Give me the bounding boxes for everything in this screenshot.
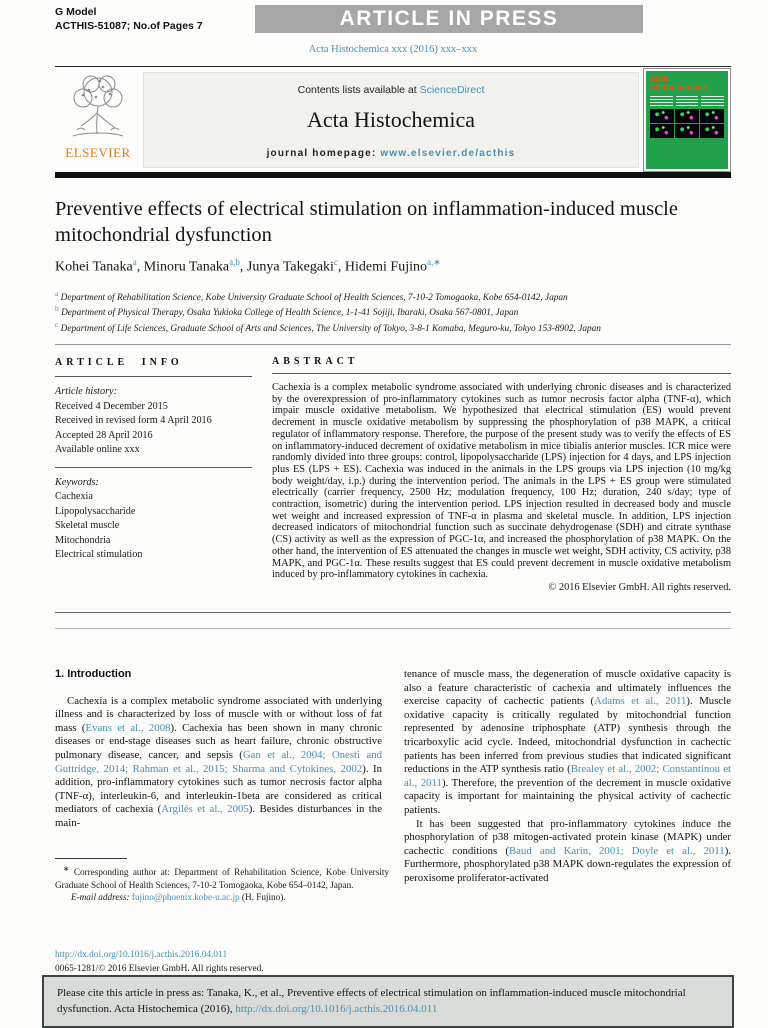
abstract-copyright: © 2016 Elsevier GmbH. All rights reserved.: [548, 581, 731, 593]
body-columns: [55, 668, 731, 886]
citation-notice-text: Please cite this article in press as: Tanaka, K., et al., Preventive effects of electrical stimulation on inflammation-induced muscle mitochondrial dysfunction. Acta Histochemica (2016),: [57, 987, 686, 1016]
affiliation-list: [55, 289, 725, 335]
journal-masthead-box: [143, 72, 639, 168]
affiliation: [55, 289, 725, 304]
author-superscript[interactable]: c: [333, 257, 338, 267]
keywords-block: [55, 476, 252, 563]
citation-doi-link[interactable]: http://dx.doi.org/10.1016/j.acthis.2016.04.011: [235, 1003, 438, 1016]
citation-link[interactable]: Argilés et al., 2005: [161, 803, 249, 816]
homepage-link[interactable]: www.elsevier.de/acthis: [380, 148, 516, 159]
history-item: Received 4 December 2015: [55, 400, 168, 412]
abstract-text: Cachexia is a complex metabolic syndrome associated with underlying chronic diseases and is characterized by the overexpression of pro-inflammatory cytokines such as tumor necrosis factor alpha (TNF-α), which impair muscle oxidative metabolism. We hypothesized that electrical stimulation (ES) would prevent decrement in muscle oxidative metabolism by suppressing the phosphorylation of p38 MAPK, a critical regulator of inflammatory response. Therefore, the purpose of the present study was to verify the effects of ES on inflammatory-induced decrement of oxidative metabolism in mice tibialis anterior muscles. ICR mice were randomly divided into three groups: control, lipopolysaccharide (LPS) injection for 4 days, and LPS injection plus ES (LPS + ES). Cachexia was induced in the animals in the LPS groups via LPS injection (10 mg/kg body weight/day, i.p.) during the intervention period. The animals in the LPS + ES group were stimulated electrically (carrier frequency, 2500 Hz; modulation frequency, 100 Hz; duration, 240 s/day; type of contraction, isometric) during the intervention period. LPS injection resulted in decreased body and muscle wet weight and increased expression of TNF-α in plasma and skeletal muscle. In addition, LPS injection decreased indicators of mitochondrial function such as succinate dehydrogenase (SDH) and citrate synthase (CS) activity as well as the expression of PGC-1α, and increased the phosphorylation of p38 MAPK. On the other hand, the intervention of ES attenuated the changes in muscle wet weight, SDH activity, CS activity, p38 MAPK, and PGC-1α. These results suggest that ES could prevent decrement in muscle oxidative metabolism induced by pro-inflammatory cytokines in cachexia.: [272, 382, 731, 581]
paragraph-text: ). Muscle oxidative capacity is critically regulated by mitochondrial function represented by adenosine triphosphate (ATP) synthesis through the tricarboxylic acid cycle. Indeed, mitochondrial dysfunction in cachectic patients has been inferred from previous studies that indicated significant reductions in the ATP synthesis ratio (: [404, 695, 731, 776]
author-superscript[interactable]: a,∗: [426, 257, 441, 267]
cover-microscopy-grid: [650, 109, 724, 138]
citation-notice-box: [42, 975, 734, 1028]
journal-name: Acta Histochemica: [307, 107, 475, 132]
history-label: Article history:: [55, 386, 117, 398]
author-name: Hidemi Fujino: [344, 259, 427, 275]
keyword-item: Cachexia: [55, 491, 93, 503]
author-name: Kohei Tanaka: [55, 259, 133, 275]
homepage-line: [144, 148, 638, 159]
affiliation-superscript: a: [55, 289, 59, 298]
keyword-item: Lipopolysaccharide: [55, 505, 136, 517]
history-item: Accepted 28 April 2016: [55, 429, 153, 441]
info-abstract-section: [55, 356, 731, 593]
author-separator: ,: [239, 259, 247, 275]
footnote-text: Corresponding author at: Department of Rehabilitation Science, Kobe University Graduate School of Health Sciences, 7-10-2 Tomogaoka, Kobe 654–0142, Japan.: [55, 867, 389, 890]
citation-link[interactable]: Adams et al., 2011: [594, 695, 687, 708]
abstract-heading: ABSTRACT: [272, 356, 731, 374]
keyword-item: Skeletal muscle: [55, 520, 120, 532]
journal-citation-line: Acta Histochemica xxx (2016) xxx–xxx: [308, 44, 478, 55]
email-label: E-mail address:: [71, 892, 130, 903]
author-list: [55, 257, 715, 276]
issn-line: 0065-1281/© 2016 Elsevier GmbH. All rights reserved.: [55, 964, 264, 975]
author-superscript[interactable]: a: [132, 257, 137, 267]
article-in-press-banner: ARTICLE IN PRESS: [255, 5, 643, 33]
author-superscript[interactable]: a,b: [229, 257, 240, 267]
elsevier-wordmark: ELSEVIER: [65, 145, 131, 160]
manuscript-id: ACTHIS-51087; No.of Pages 7: [55, 19, 203, 32]
affiliation-text: Department of Life Sciences, Graduate School of Arts and Sciences, The University of Tokyo, 3-8-1 Komaba, Meguro-ku, Tokyo 153-8902, Japan: [60, 323, 601, 334]
affiliation-text: Department of Rehabilitation Science, Kobe University Graduate School of Health Sciences, 7-10-2 Tomogaoka, Kobe 654-0142, Japan: [60, 293, 568, 304]
keyword-item: Electrical stimulation: [55, 549, 143, 561]
footer-doi-block: [55, 948, 264, 976]
affiliation-superscript: c: [55, 319, 59, 329]
cover-text-rows: [650, 96, 724, 106]
affiliation: [55, 320, 725, 335]
doi-link[interactable]: http://dx.doi.org/10.1016/j.acthis.2016.04.011: [55, 950, 228, 960]
g-model-label: G Model: [55, 6, 97, 18]
keywords-label: Keywords:: [55, 476, 99, 488]
keyword-item: Mitochondria: [55, 534, 111, 546]
journal-cover-thumbnail[interactable]: [643, 68, 731, 172]
affiliation-superscript: b: [55, 304, 59, 314]
intro-paragraph: [404, 668, 731, 818]
author-separator: ,: [136, 259, 144, 275]
journal-cover-art: [646, 71, 728, 169]
paragraph-text: ). In addition, pro-inflammatory cytokines such as tumor necrosis factor alpha (TNF-α), interleukin-6, and interleukin-1beta are considered as critical mediators of cachexia (: [55, 762, 382, 816]
email-line: [55, 891, 389, 904]
affiliation: [55, 304, 725, 319]
abstract-panel: [272, 356, 731, 593]
citation-link[interactable]: Evans et al., 2008: [85, 721, 171, 734]
header-separator-bar: [55, 172, 731, 178]
journal-header: [55, 66, 731, 172]
footnote: [55, 858, 389, 904]
homepage-prefix: journal homepage:: [266, 148, 381, 159]
history-item: Available online xxx: [55, 444, 140, 456]
intro-paragraph: [55, 695, 382, 831]
intro-paragraph: [404, 818, 731, 886]
footnote-marker: ∗: [63, 864, 70, 873]
body-left-column: [55, 668, 382, 886]
cover-title: acta histochemica: [650, 73, 708, 93]
paragraph-text: ). Furthermore, phosphorylated p38 MAPK down-regulates the expression of peroxisome proliferator-activated: [404, 844, 731, 884]
article-title: Preventive effects of electrical stimulation on inflammation-induced muscle mitochondrial dysfunction: [55, 198, 678, 247]
paragraph-text: ). Besides disturbances in the main-: [55, 803, 382, 829]
footnote-rule: [55, 858, 127, 859]
paragraph-text: tenance of muscle mass, the degeneration of muscle oxidative capacity is also a feature characteristic of cachexia and ultimately influences the exercise capacity of cachectic patients (: [404, 668, 731, 708]
abstract-bottom-rule: [55, 612, 731, 613]
paragraph-text: ). Cachexia has been shown in many chronic diseases or end-stage diseases such as heart failure, chronic obstructive pulmonary disease, cancer, and sepsis (: [55, 721, 383, 761]
sciencedirect-link[interactable]: ScienceDirect: [419, 84, 485, 96]
history-item: Received in revised form 4 April 2016: [55, 415, 212, 427]
corresponding-author-note: [55, 864, 389, 891]
author-name: Junya Takegaki: [246, 259, 334, 275]
paragraph-text: ). Therefore, the prevention of the decrement in muscle oxidative capacity is important for maintaining the physical activity of cachectic patients.: [404, 776, 731, 816]
intro-heading: 1. Introduction: [55, 668, 132, 680]
body-right-column: [404, 668, 731, 886]
author-name: Minoru Tanaka: [143, 259, 230, 275]
paragraph-text: It has been suggested that pro-inflammatory cytokines induce the phosphorylation of p38 mitogen-activated protein kinase (MAPK) under cachectic conditions (: [404, 817, 731, 857]
citation-link[interactable]: Baud and Karin, 2001; Doyle et al., 2011: [508, 844, 725, 857]
section-rule: [55, 344, 731, 345]
contents-list-line: [144, 84, 638, 96]
email-link[interactable]: fujino@phoenix.kobe-u.ac.jp: [131, 892, 240, 903]
article-history-block: [55, 385, 252, 467]
email-suffix: (H. Fujino).: [239, 892, 286, 903]
body-top-rule: [55, 628, 731, 629]
article-info-panel: [55, 356, 252, 593]
contents-prefix: Contents lists available at: [297, 84, 420, 96]
article-info-heading: ARTICLE INFO: [55, 356, 252, 377]
affiliation-text: Department of Physical Therapy, Osaka Yukioka College of Health Science, 1-1-41 Sojiji, Ibaraki, Osaka 567-0801, Japan: [61, 308, 519, 319]
citation-link[interactable]: Gan et al., 2004; Onesti and Guttridge, 2014; Rahman et al., 2015; Sharma and Cytokines, 2002: [55, 748, 382, 775]
elsevier-logo[interactable]: [55, 72, 141, 170]
citation-link[interactable]: Brealey et al., 2002; Constantinou et al., 2011: [404, 763, 731, 789]
elsevier-tree-icon: [55, 72, 141, 144]
paragraph-text: Cachexia is a complex metabolic syndrome associated with underlying illness and is characterized by loss of muscle with or without loss of fat mass (: [55, 694, 382, 734]
author-separator: ,: [337, 259, 345, 275]
g-model-block: [55, 6, 203, 33]
